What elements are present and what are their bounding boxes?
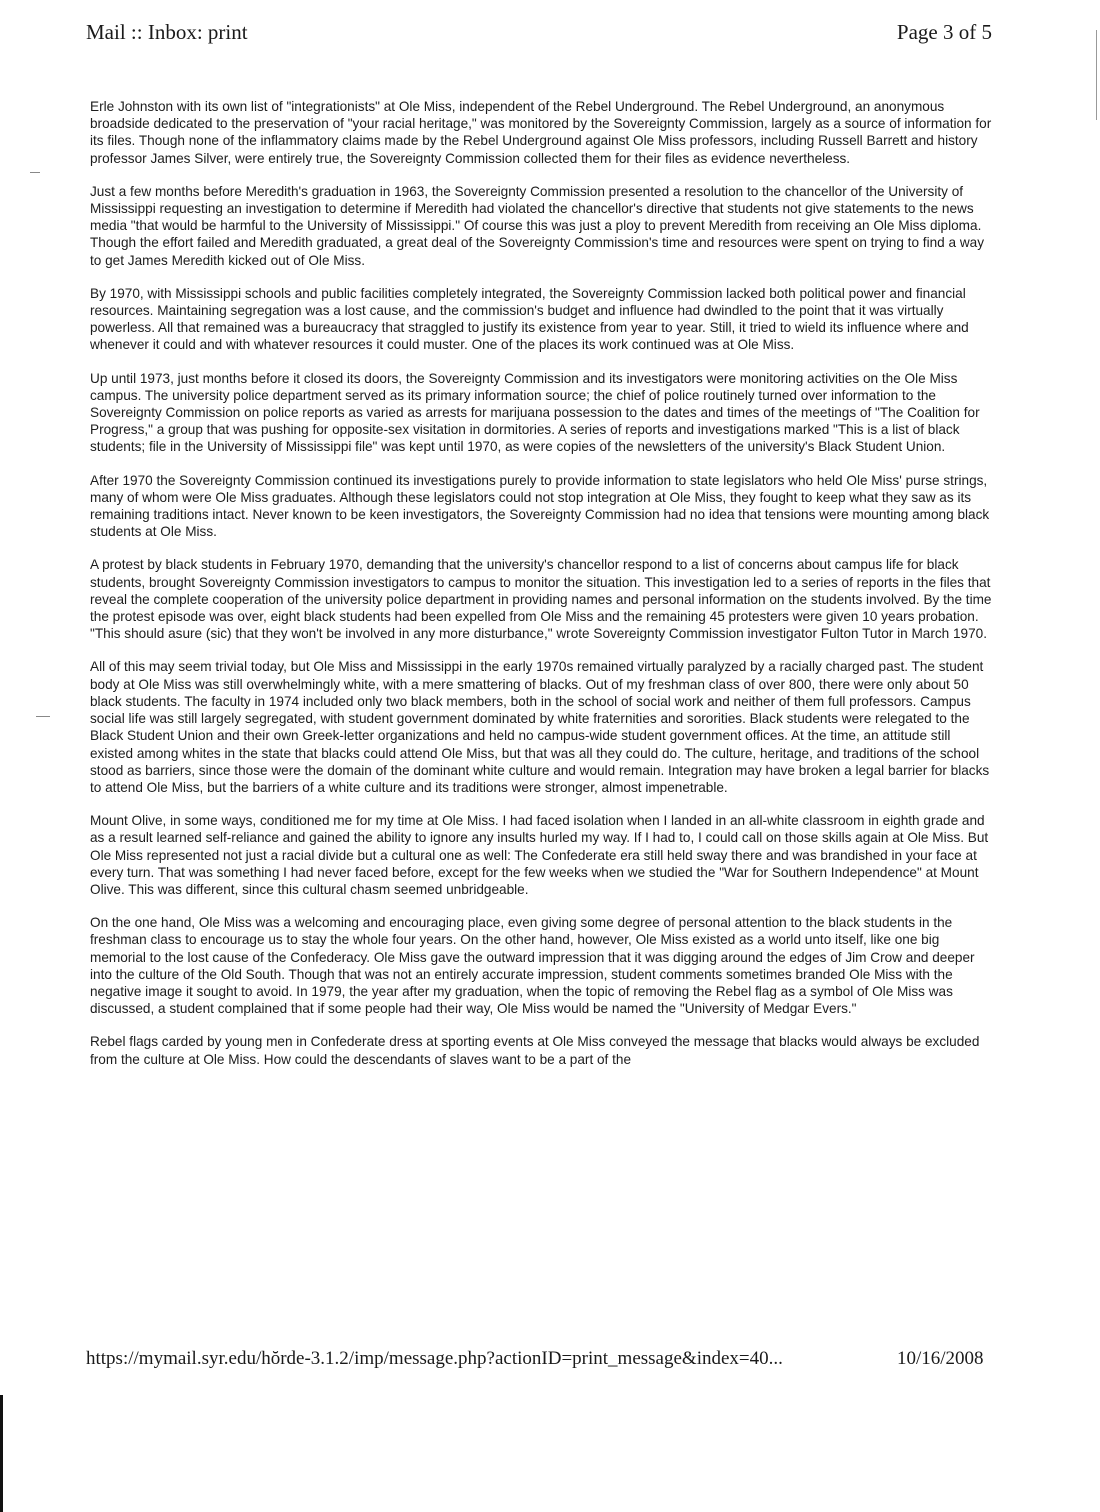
paragraph: After 1970 the Sovereignty Commission continued its investigations purely to provide information to state legislators who held Ole Miss' purse strings, many of whom were Ole Miss graduates. Although these legislators could not stop integration at Ole Miss, they fought to keep what they saw as its remaining traditions intact. Never known to be keen investigators, the Sovereignty Commission had no idea that tensions were mounting among black students at Ole Miss. [90,472,990,540]
paragraph: Up until 1973, just months before it closed its doors, the Sovereignty Commission and its investigators were monitoring activities on the Ole Miss campus. The university police department served as its primary information source; the chief of police routinely turned over information to the Sovereignty Commission on police reports as varied as arrests for marijuana possession to the dates and times of the meetings of "The Coalition for Progress," a group that was pushing for opposite-sex visitation in dormitories. A series of reports and investigations marked "This is a list of black students; file in the University of Mississippi file" was kept until 1970, as were copies of the newsletters of the university's Black Student Union. [90,370,980,455]
paragraph: Just a few months before Meredith's graduation in 1963, the Sovereignty Commission presented a resolution to the chancellor of the University of Mississippi requesting an investigation to determine if Meredith had violated the chancellor's directive that students not give statements to the news media "that would be harmful to the University of Mississippi." Of course this was just a ploy to prevent Meredith from receiving an Ole Miss diploma. Though the effort failed and Meredith graduated, a great deal of the Sovereignty Commission's time and resources were spent on trying to find a way to get James Meredith kicked out of Ole Miss. [90,183,984,268]
page-header-title: Mail :: Inbox: print [86,20,248,44]
footer-date: 10/16/2008 [897,1348,984,1369]
scan-dash-mark [30,172,40,173]
article-body [90,98,995,1084]
paragraph: Rebel flags carded by young men in Confederate dress at sporting events at Ole Miss conveyed the message that blacks would always be excluded from the culture at Ole Miss. How could the descendants of slaves want to be a part of the [90,1034,980,1067]
scan-dash-mark [36,716,50,717]
paragraph: All of this may seem trivial today, but Ole Miss and Mississippi in the early 1970s remained virtually paralyzed by a racially charged past. The student body at Ole Miss was still overwhelmingly white, with a mere smattering of blacks. Out of my freshman class of over 800, there were only about 50 black students. The faculty in 1974 included only two black members, both in the school of social work and neither of them full professors. Campus social life was still largely segregated, with student government dominated by white fraternities and sororities. Black students were relegated to the Black Student Union and their own Greek-letter organizations and held no campus-wide student government offices. At the time, an attitude still existed among whites in the state that blacks could attend Ole Miss, but that was all they could do. The culture, heritage, and traditions of the school stood as barriers, since those were the domain of the dominant white culture and would remain. Integration may have broken a legal barrier for blacks to attend Ole Miss, but the barriers of a white culture and its traditions were stronger, almost impenetrable. [90,659,990,795]
scan-right-edge [1096,30,1097,120]
paragraph: On the one hand, Ole Miss was a welcoming and encouraging place, even giving some degree of personal attention to the black students in the freshman class to encourage us to stay the whole four years. On the other hand, however, Ole Miss existed as a world unto itself, like one big memorial to the lost cause of the Confederacy. Ole Miss gave the outward impression that it was digging around the edges of Jim Crow and deeper into the culture of the Old South. Though that was not an entirely accurate impression, student comments sometimes branded Ole Miss with the negative image it sought to avoid. In 1979, the year after my graduation, when the topic of removing the Rebel flag as a symbol of Ole Miss was discussed, a student complained that if some people had their way, Ole Miss would be named the "University of Medgar Evers." [90,915,975,1017]
footer-url: https://mymail.syr.edu/hŏrde-3.1.2/imp/message.php?actionID=print_message&index=40... [86,1348,783,1369]
paragraph: A protest by black students in February 1970, demanding that the university's chancellor respond to a list of concerns about campus life for black students, brought Sovereignty Commission investigators to campus to monitor the situation. This investigation led to a series of reports in the files that reveal the complete cooperation of the university police department in providing names and personal information on the students involved. By the time the protest episode was over, eight black students had been expelled from Ole Miss and the remaining 45 protesters were given 10 years probation. "This should asure (sic) that they won't be involved in any more disturbance," wrote Sovereignty Commission investigator Fulton Tutor in March 1970. [90,557,992,642]
paragraph: Mount Olive, in some ways, conditioned me for my time at Ole Miss. I had faced isolation when I landed in an all-white classroom in eighth grade and as a result learned self-reliance and gained the ability to ignore any insults hurled my way. If I had to, I could call on those skills again at Ole Miss. But Ole Miss represented not just a racial divide but a cultural one as well: The Confederate era still held sway there and was brandished in your face at every turn. That was something I had never faced before, except for the few weeks when we studied the "War for Southern Independence" at Mount Olive. This was different, since this cultural chasm seemed unbridgeable. [90,813,989,897]
scan-edge-mark [0,1395,3,1512]
paragraph: By 1970, with Mississippi schools and public facilities completely integrated, the Sovereignty Commission lacked both political power and financial resources. Maintaining segregation was a lost cause, and the commission's budget and influence had dwindled to the point that it was virtually powerless. All that remained was a bureaucracy that straggled to justify its existence from year to year. Still, it tried to wield its influence where and whenever it could and with whatever resources it could muster. One of the places its work continued was at Ole Miss. [90,285,969,353]
page-number: Page 3 of 5 [896,20,992,44]
paragraph: Erle Johnston with its own list of "integrationists" at Ole Miss, independent of the Rebel Underground. The Rebel Underground, an anonymous broadside dedicated to the preservation of "your racial heritage," was monitored by the Sovereignty Commission, largely as a source of information for its files. Though none of the inflammatory claims made by the Rebel Underground against Ole Miss professors, including Russell Barrett and history professor James Silver, were entirely true, the Sovereignty Commission collected them for their files as evidence nevertheless. [90,99,992,166]
